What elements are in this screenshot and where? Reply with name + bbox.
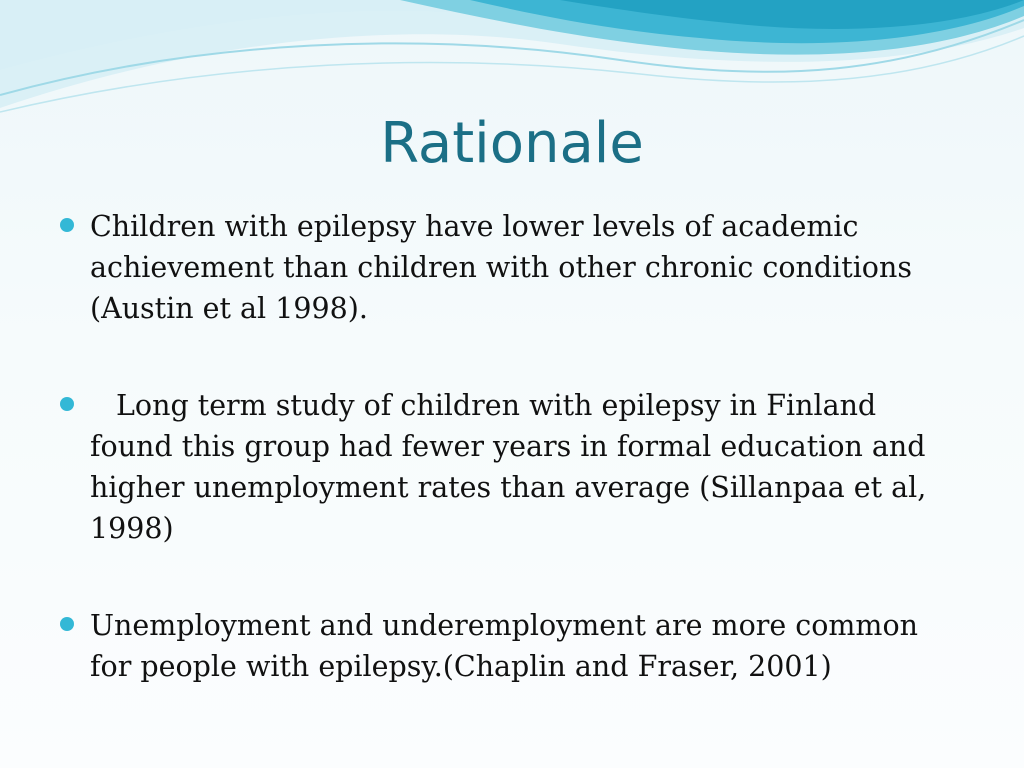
bullet-list xyxy=(60,206,960,687)
bullet-item-3 xyxy=(60,605,960,687)
slide-title: Rationale xyxy=(380,111,644,176)
bullet-text-3: Unemployment and underemployment are more common for people with epilepsy.(Chaplin and Fraser, 2001) xyxy=(90,609,918,683)
bullet-icon xyxy=(60,397,74,411)
header-wave-decoration xyxy=(0,0,1024,120)
bullet-text-1: Children with epilepsy have lower levels of academic achievement than children with other chronic conditions (Austin et al 1998). xyxy=(90,210,912,325)
bullet-icon xyxy=(60,617,74,631)
bullet-text-2: Long term study of children with epilepsy in Finland found this group had fewer years in formal education and higher unemployment rates than average (Sillanpaa et al, 1998) xyxy=(90,389,927,545)
bullet-item-1 xyxy=(60,206,960,329)
bullet-icon xyxy=(60,218,74,232)
bullet-item-2 xyxy=(60,385,960,549)
